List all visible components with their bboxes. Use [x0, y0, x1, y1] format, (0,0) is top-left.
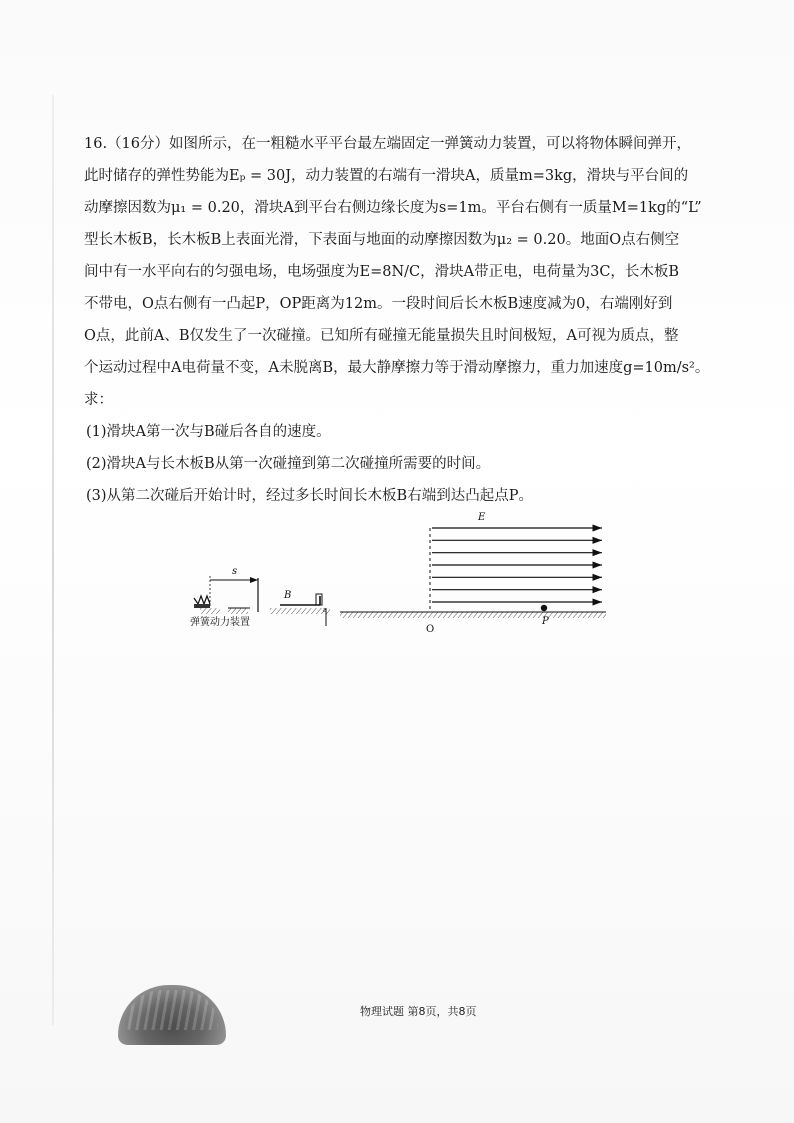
- bump-p: [541, 605, 547, 611]
- problem-16: [84, 128, 734, 512]
- device-label: 弹簧动力装置: [190, 617, 250, 628]
- scan-edge: [52, 95, 54, 1025]
- problem-line-5: 间中有一水平向右的匀强电场，电场强度为E=8N/C，滑块A带正电，电荷量为3C，长木板B: [84, 264, 680, 280]
- problem-line-6: 不带电，O点右侧有一凸起P，OP距离为12m。一段时间后长木板B速度减为0，右端刚好到: [84, 296, 673, 312]
- label-s: s: [232, 566, 238, 577]
- electric-field: [432, 528, 602, 602]
- problem-line-4: 型长木板B，长木板B上表面光滑，下表面与地面的动摩擦因数为μ₂ = 0.20。地面O点右侧空: [84, 232, 680, 248]
- problem-line-8: 个运动过程中A电荷量不变，A未脱离B，最大静摩擦力等于滑动摩擦力，重力加速度g=10m/s²。: [84, 360, 710, 376]
- question-2: (2)滑块A与长木板B从第一次碰撞到第二次碰撞所需要的时间。: [86, 456, 491, 472]
- platform: [200, 578, 258, 614]
- question-1: (1)滑块A第一次与B碰后各自的速度。: [86, 424, 331, 440]
- physics-diagram: [180, 508, 620, 638]
- problem-line-3: 动摩擦因数为μ₁ = 0.20，滑块A到平台右侧边缘长度为s=1m。平台右侧有一质量M=1kg的“L”: [84, 200, 702, 216]
- label-b: B: [284, 590, 292, 601]
- label-p: P: [542, 616, 549, 627]
- svg-text:ε: ε: [323, 606, 327, 614]
- page-footer: 物理试题 第8页，共8页: [360, 1005, 477, 1018]
- label-e: E: [478, 512, 486, 523]
- board-b: [270, 594, 330, 614]
- question-3: (3)从第二次碰后开始计时，经过多长时间长木板B右端到达凸起点P。: [86, 488, 533, 504]
- problem-line-2: 此时储存的弹性势能为Eₚ = 30J，动力装置的右端有一滑块A，质量m=3kg，滑块与平台间的: [84, 168, 689, 184]
- problem-line-9: 求：: [84, 392, 113, 408]
- ground: [340, 612, 606, 618]
- problem-line-7: O点，此前A、B仅发生了一次碰撞。已知所有碰撞无能量损失且时间极短，A可视为质点，整: [84, 328, 679, 344]
- spring-device-icon: [194, 596, 210, 608]
- s-dimension: [210, 576, 258, 608]
- label-o: O: [426, 624, 435, 635]
- problem-line-1: 16.（16分）如图所示，在一粗糙水平平台最左端固定一弹簧动力装置，可以将物体瞬间弹开，: [84, 136, 692, 152]
- question-list: [84, 416, 734, 512]
